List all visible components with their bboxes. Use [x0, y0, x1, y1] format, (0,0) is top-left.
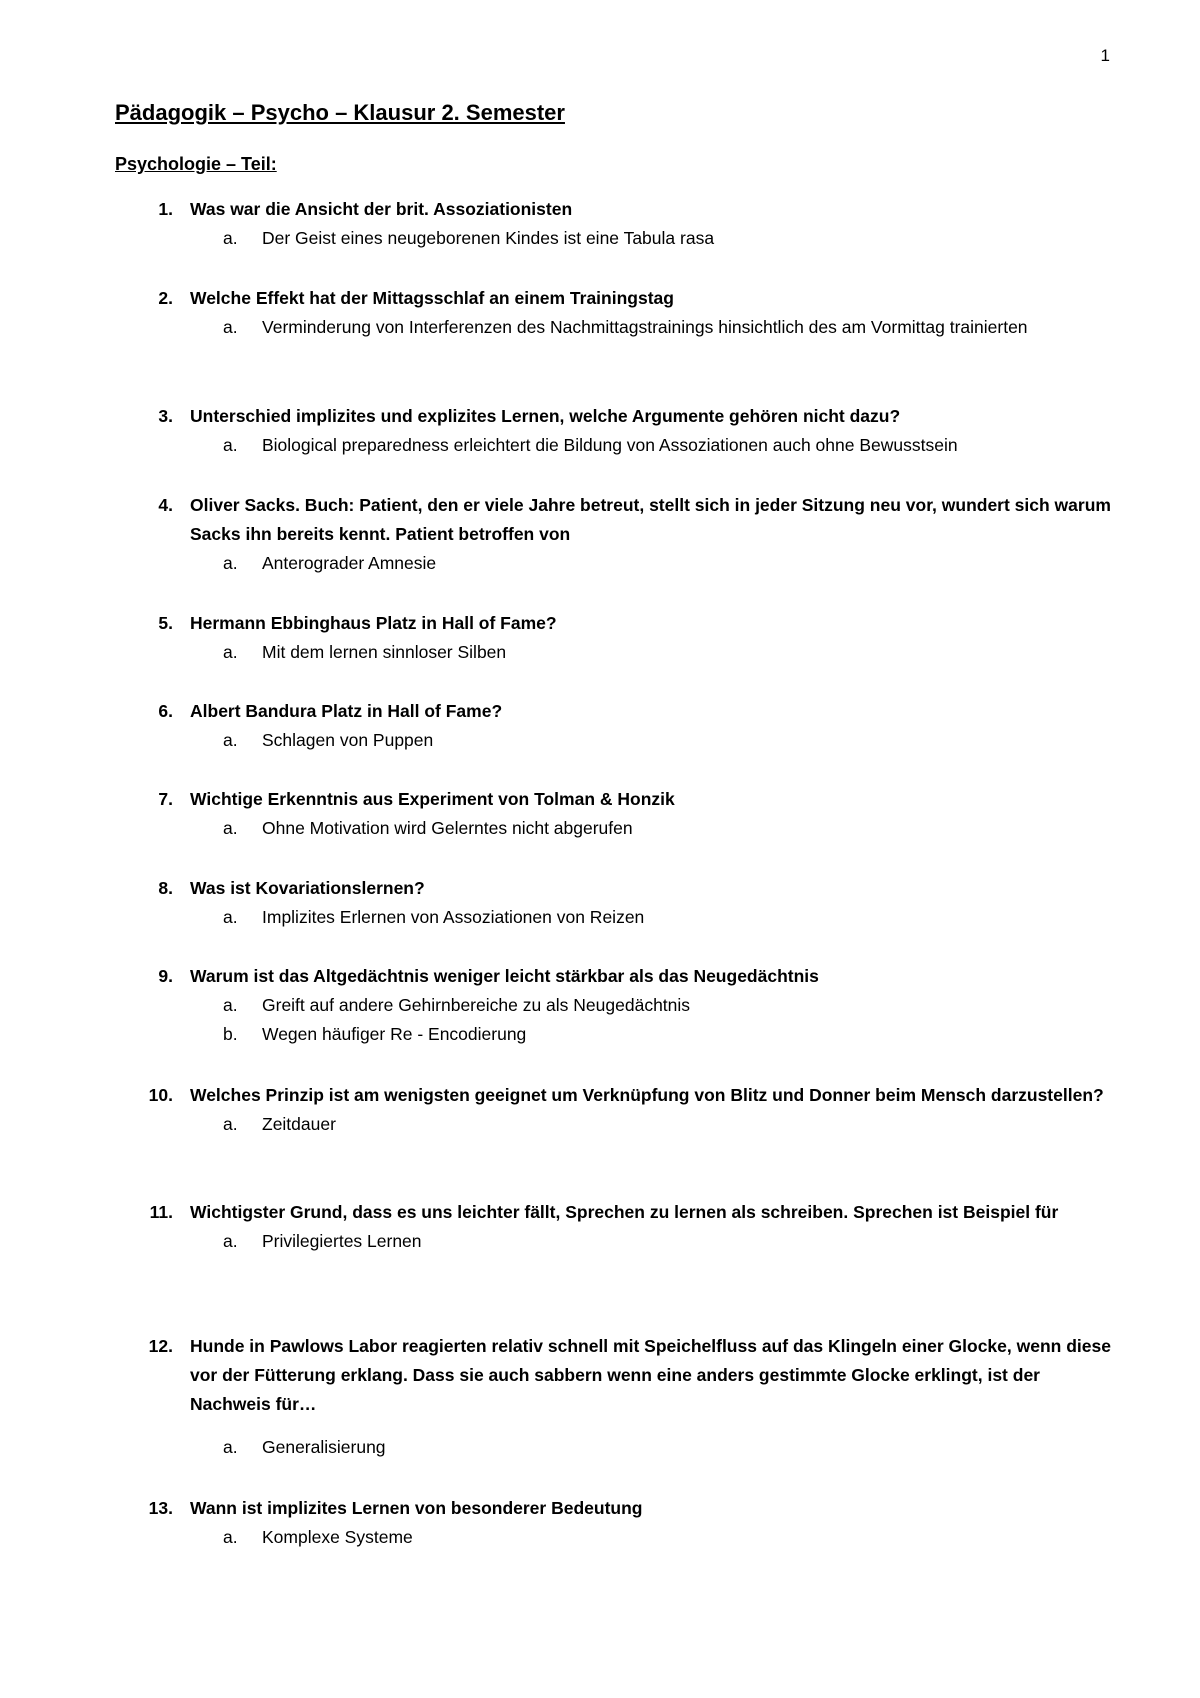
question-number: 8.	[158, 878, 173, 898]
answer-letter: a.	[223, 995, 238, 1015]
answer-text: Ohne Motivation wird Gelerntes nicht abgerufen	[262, 818, 633, 838]
question-number: 10.	[148, 1085, 173, 1105]
answer-letter: a.	[223, 642, 238, 662]
question-text: Oliver Sacks. Buch: Patient, den er viele Jahre betreut, stellt sich in jeder Sitzung neu vor, wundert sich warum Sacks ihn bereits kennt. Patient betroffen von	[190, 495, 1111, 544]
answer-letter: a.	[223, 435, 238, 455]
question-text: Wichtige Erkenntnis aus Experiment von Tolman & Honzik	[190, 789, 675, 809]
answer-text: Verminderung von Interferenzen des Nachmittagstrainings hinsichtlich des am Vormittag trainierten	[262, 317, 1028, 337]
question-1	[135, 195, 1115, 253]
question-number: 12.	[148, 1336, 173, 1356]
page-number: 1	[1100, 46, 1110, 65]
answer-letter: a.	[223, 553, 238, 573]
answer-text: Zeitdauer	[262, 1114, 336, 1134]
question-4	[135, 491, 1115, 578]
question-number: 2.	[158, 288, 173, 308]
question-text: Welches Prinzip ist am wenigsten geeignet um Verknüpfung von Blitz und Donner beim Mensch darzustellen?	[190, 1085, 1104, 1105]
answer-letter: a.	[223, 1527, 238, 1547]
question-10	[135, 1081, 1115, 1139]
question-12	[135, 1332, 1115, 1462]
question-number: 9.	[158, 966, 173, 986]
answer-text: Generalisierung	[262, 1437, 386, 1457]
question-text: Wann ist implizites Lernen von besonderer Bedeutung	[190, 1498, 643, 1518]
question-number: 6.	[158, 701, 173, 721]
question-text: Albert Bandura Platz in Hall of Fame?	[190, 701, 503, 721]
answer-text: Privilegiertes Lernen	[262, 1231, 422, 1251]
answer-letter: a.	[223, 1114, 238, 1134]
question-text: Hermann Ebbinghaus Platz in Hall of Fame?	[190, 613, 557, 633]
answer-letter: b.	[223, 1024, 238, 1044]
question-number: 5.	[158, 613, 173, 633]
question-7	[135, 785, 1115, 843]
question-text: Wichtigster Grund, dass es uns leichter fällt, Sprechen zu lernen als schreiben. Sprechen ist Beispiel für	[190, 1202, 1059, 1222]
question-number: 13.	[148, 1498, 173, 1518]
section-title: Psychologie – Teil:	[115, 154, 277, 174]
document-title: Pädagogik – Psycho – Klausur 2. Semester	[115, 100, 565, 125]
question-number: 7.	[158, 789, 173, 809]
question-9	[135, 962, 1115, 1049]
question-5	[135, 609, 1115, 667]
question-11	[135, 1198, 1115, 1256]
answer-text: Implizites Erlernen von Assoziationen von Reizen	[262, 907, 645, 927]
answer-letter: a.	[223, 1437, 238, 1457]
answer-letter: a.	[223, 317, 238, 337]
answer-letter: a.	[223, 1231, 238, 1251]
question-13	[135, 1494, 1115, 1552]
question-number: 1.	[158, 199, 173, 219]
question-text: Hunde in Pawlows Labor reagierten relativ schnell mit Speichelfluss auf das Klingeln einer Glocke, wenn diese vor der Fütterung erklang. Dass sie auch sabbern wenn eine anders gestimmte Glocke erklingt, ist der Nachweis für…	[190, 1336, 1111, 1414]
answer-letter: a.	[223, 730, 238, 750]
answer-letter: a.	[223, 228, 238, 248]
question-text: Was war die Ansicht der brit. Assoziationisten	[190, 199, 573, 219]
answer-text: Biological preparedness erleichtert die Bildung von Assoziationen auch ohne Bewusstsein	[262, 435, 958, 455]
answer-text: Wegen häufiger Re - Encodierung	[262, 1024, 527, 1044]
answer-text: Der Geist eines neugeborenen Kindes ist eine Tabula rasa	[262, 228, 715, 248]
question-2	[135, 284, 1115, 342]
answer-text: Komplexe Systeme	[262, 1527, 413, 1547]
question-text: Welche Effekt hat der Mittagsschlaf an einem Trainingstag	[190, 288, 674, 308]
answer-text: Schlagen von Puppen	[262, 730, 434, 750]
answer-text: Greift auf andere Gehirnbereiche zu als Neugedächtnis	[262, 995, 691, 1015]
question-number: 4.	[158, 495, 173, 515]
answer-text: Anterograder Amnesie	[262, 553, 437, 573]
question-text: Unterschied implizites und explizites Lernen, welche Argumente gehören nicht dazu?	[190, 406, 901, 426]
question-text: Was ist Kovariationslernen?	[190, 878, 425, 898]
question-number: 3.	[158, 406, 173, 426]
answer-letter: a.	[223, 818, 238, 838]
question-text: Warum ist das Altgedächtnis weniger leicht stärkbar als das Neugedächtnis	[190, 966, 819, 986]
answer-letter: a.	[223, 907, 238, 927]
question-6	[135, 697, 1115, 755]
question-3	[135, 402, 1115, 460]
question-8	[135, 874, 1115, 932]
answer-text: Mit dem lernen sinnloser Silben	[262, 642, 507, 662]
question-number: 11.	[149, 1202, 173, 1222]
